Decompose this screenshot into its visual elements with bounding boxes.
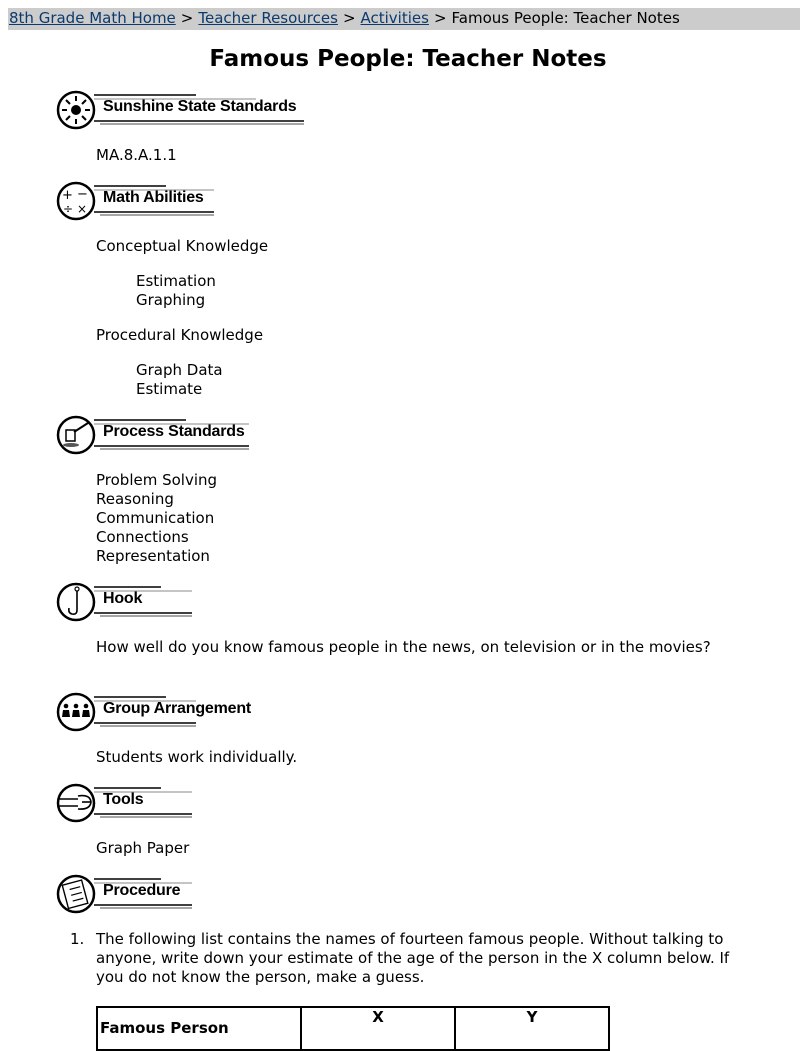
- group-arrangement-text: Students work individually.: [96, 748, 298, 766]
- section-header-math-abilities: [56, 180, 216, 222]
- hook-text: How well do you know famous people in the news, on television or in the movies?: [96, 638, 711, 656]
- breadcrumb-current: Famous People: Teacher Notes: [451, 9, 680, 27]
- ability-item: Graph Data: [136, 361, 223, 379]
- svg-text:+: +: [62, 188, 73, 203]
- process-item: Connections: [96, 528, 189, 546]
- section-heading: Hook: [103, 590, 143, 607]
- process-item: Representation: [96, 547, 210, 565]
- page-title: Famous People: Teacher Notes: [209, 46, 607, 72]
- section-heading: Process Standards: [103, 423, 245, 440]
- step-text: The following list contains the names of fourteen famous people. Without talking to anyone, write down your estimate of the age of the person in the X column below. If you do not know the person, make a guess.: [96, 930, 730, 986]
- breadcrumb-link-teacher-resources[interactable]: Teacher Resources: [198, 9, 338, 27]
- section-header-group-arrangement: [56, 691, 266, 733]
- section-header-tools: [56, 782, 194, 824]
- ability-item: Estimation: [136, 272, 216, 290]
- ability-group-label: Conceptual Knowledge: [96, 237, 269, 255]
- svg-text:×: ×: [77, 202, 88, 216]
- process-item: Problem Solving: [96, 471, 218, 489]
- svg-text:÷: ÷: [63, 202, 74, 216]
- breadcrumb: [8, 8, 800, 30]
- column-header-x: X: [301, 1007, 455, 1050]
- section-header-process-standards: [56, 414, 251, 456]
- svg-text:−: −: [77, 187, 88, 202]
- tools-text: Graph Paper: [96, 839, 190, 857]
- process-item: Reasoning: [96, 490, 174, 508]
- standard-code: MA.8.A.1.1: [96, 146, 177, 164]
- breadcrumb-link-home[interactable]: 8th Grade Math Home: [9, 9, 176, 27]
- table-header-row: [97, 1007, 609, 1050]
- famous-people-table: [96, 1006, 610, 1051]
- section-heading: Tools: [103, 791, 144, 808]
- ability-item: Estimate: [136, 380, 203, 398]
- breadcrumb-link-activities[interactable]: Activities: [360, 9, 429, 27]
- section-header-hook: [56, 581, 194, 623]
- ability-item: Graphing: [136, 291, 206, 309]
- section-header-standards: [56, 89, 306, 131]
- section-heading: Sunshine State Standards: [103, 98, 297, 115]
- section-heading: Math Abilities: [103, 189, 204, 206]
- column-header-famous-person: Famous Person: [97, 1007, 301, 1050]
- section-header-procedure: [56, 873, 194, 915]
- section-heading: Procedure: [103, 882, 181, 899]
- step-number: 1.: [70, 930, 85, 948]
- section-heading: Group Arrangement: [103, 700, 252, 717]
- ability-group-label: Procedural Knowledge: [96, 326, 264, 344]
- column-header-y: Y: [455, 1007, 609, 1050]
- breadcrumb-separator: >: [342, 9, 356, 27]
- breadcrumb-separator: >: [180, 9, 194, 27]
- process-item: Communication: [96, 509, 215, 527]
- breadcrumb-separator: >: [433, 9, 447, 27]
